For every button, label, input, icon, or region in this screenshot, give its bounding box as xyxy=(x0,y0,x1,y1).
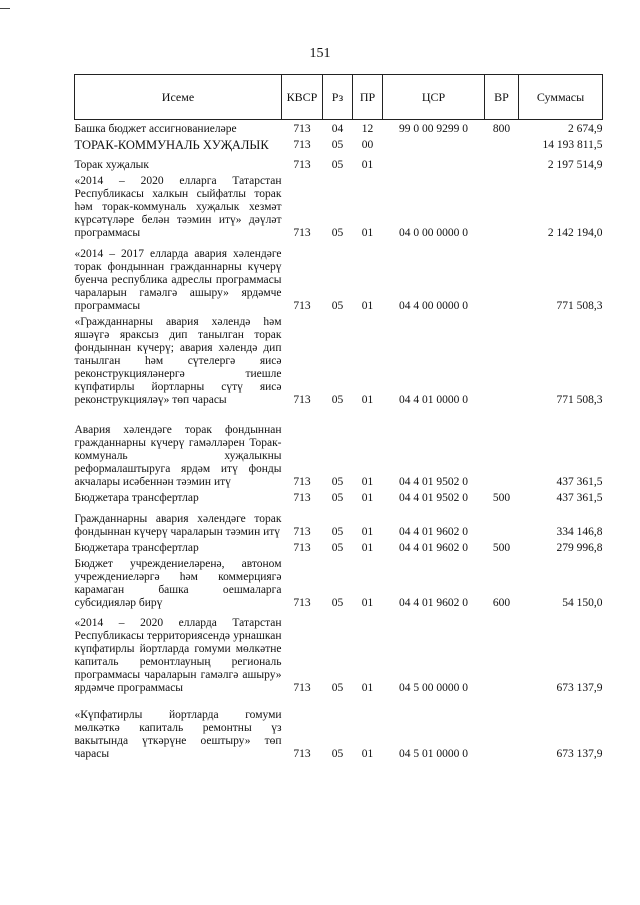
cell-csr: 04 4 01 9602 0 xyxy=(399,597,468,609)
cell-kvsr: 713 xyxy=(293,139,311,151)
cell-sum: 771 508,3 xyxy=(556,394,603,406)
cell-rz: 05 xyxy=(331,542,344,554)
cell-name: «2014 – 2020 елларда Татарстан Республикасы территориясендә урнашкан күпфатирлы йортларда гомуми мөлкәтне капиталь ремонтлауның региональ программасы чараларын гамәлгә ашыру» ярдәмче программасы xyxy=(74,617,282,694)
cell-vr xyxy=(485,136,519,152)
cell-sum: 437 361,5 xyxy=(556,492,603,504)
table-body xyxy=(75,120,603,762)
cell-name: Бюджетара трансфертлар xyxy=(74,492,199,504)
cell-rz: 04 xyxy=(331,123,344,135)
cell-pr: 12 xyxy=(361,123,374,135)
cell-name: Авария хәлендәге торак фондыннан гражданнарны күчерү гамәлләрен Торак-коммуналь хуҗалыкны реформалаштыруга ярдәм итү фонды акчалары исәбеннән тәэмин итү xyxy=(74,424,282,488)
cell-pr: 01 xyxy=(361,748,374,760)
cell-kvsr: 713 xyxy=(293,748,311,760)
header-csr: ЦСР xyxy=(383,75,485,120)
header-sum: Суммасы xyxy=(519,75,603,120)
cell-sum: 279 996,8 xyxy=(556,542,603,554)
cell-sum: 14 193 811,5 xyxy=(542,139,603,151)
cell-rz: 05 xyxy=(331,300,344,312)
cell-vr: 600 xyxy=(492,597,511,609)
cell-vr xyxy=(485,610,519,695)
cell-pr: 01 xyxy=(361,682,374,694)
page-edge-mark xyxy=(0,8,10,9)
cell-rz: 05 xyxy=(331,227,344,239)
cell-sum: 2 142 194,0 xyxy=(547,227,603,239)
cell-kvsr: 713 xyxy=(293,159,311,171)
table-row xyxy=(75,505,603,539)
header-vr: ВР xyxy=(485,75,519,120)
cell-csr: 04 4 01 0000 0 xyxy=(399,394,468,406)
cell-vr xyxy=(485,407,519,489)
cell-name: «2014 – 2020 елларга Татарстан Республикасы халкын сыйфатлы торак һәм торак-коммуналь хуҗалык хезмәт күрсәтүләре белән тәэмин итү» дәүләт программасы xyxy=(74,175,282,239)
table-row xyxy=(75,489,603,505)
cell-kvsr: 713 xyxy=(293,526,311,538)
cell-vr xyxy=(485,152,519,172)
cell-rz: 05 xyxy=(331,492,344,504)
cell-vr: 800 xyxy=(492,123,511,135)
cell-name: «Күпфатирлы йортларда гомуми мөлкәткә капиталь ремонтны үз вакытында үткәрүне оештыру» төп чарасы xyxy=(74,709,282,760)
table-row xyxy=(75,695,603,761)
cell-kvsr: 713 xyxy=(293,682,311,694)
cell-sum: 54 150,0 xyxy=(562,597,603,609)
cell-sum: 673 137,9 xyxy=(556,748,603,760)
cell-kvsr: 713 xyxy=(293,123,311,135)
cell-vr xyxy=(485,505,519,539)
cell-sum: 2 674,9 xyxy=(568,123,603,135)
cell-name: «2014 – 2017 елларда авария хәлендәге торак фондыннан гражданнарны күчерү буенча республика адреслы программасы чараларын гамәлгә ашыру» ярдәмче программасы xyxy=(74,248,282,312)
cell-rz: 05 xyxy=(331,394,344,406)
cell-csr: 04 4 00 0000 0 xyxy=(399,300,468,312)
cell-vr xyxy=(485,172,519,240)
cell-csr: 04 5 01 0000 0 xyxy=(399,748,468,760)
cell-csr: 04 4 01 9502 0 xyxy=(399,492,468,504)
table-row xyxy=(75,240,603,313)
cell-pr: 01 xyxy=(361,159,374,171)
cell-sum: 437 361,5 xyxy=(556,476,603,488)
cell-pr: 01 xyxy=(361,227,374,239)
cell-kvsr: 713 xyxy=(293,227,311,239)
cell-csr: 04 4 01 9602 0 xyxy=(399,526,468,538)
cell-kvsr: 713 xyxy=(293,394,311,406)
cell-name: Башка бюджет ассигнованиеләре xyxy=(74,123,237,135)
cell-rz: 05 xyxy=(331,597,344,609)
budget-table xyxy=(74,74,603,761)
cell-name: Гражданнарны авария хәлендәге торак фондыннан күчерү чараларын тәэмин итү xyxy=(74,513,282,538)
table-row xyxy=(75,555,603,610)
cell-sum: 673 137,9 xyxy=(556,682,603,694)
page-number: 151 xyxy=(309,46,331,61)
cell-name: ТОРАК-КОММУНАЛЬ ХУҖАЛЫК xyxy=(74,138,269,152)
cell-rz: 05 xyxy=(331,748,344,760)
cell-sum: 771 508,3 xyxy=(556,300,603,312)
cell-pr: 01 xyxy=(361,492,374,504)
cell-pr: 01 xyxy=(361,542,374,554)
table-row xyxy=(75,539,603,555)
cell-rz: 05 xyxy=(331,682,344,694)
table-row xyxy=(75,136,603,152)
cell-pr: 01 xyxy=(361,300,374,312)
cell-rz: 05 xyxy=(331,139,344,151)
cell-name: «Гражданнарны авария хәлендә һәм яшәүгә яраксыз дип танылган торак фондыннан күчерү; авария хәлендә дип танылган һәм сүтелергә яисә реконструкцияләнергә тиешле күпфатирлы йортларны сүтү яисә реконструкцияләү» төп чарасы xyxy=(74,316,282,406)
cell-kvsr: 713 xyxy=(293,492,311,504)
cell-sum: 334 146,8 xyxy=(556,526,603,538)
table-row xyxy=(75,152,603,172)
cell-rz: 05 xyxy=(331,476,344,488)
cell-kvsr: 713 xyxy=(293,597,311,609)
table-row xyxy=(75,313,603,407)
header-name: Исеме xyxy=(75,75,282,120)
cell-csr: 04 4 01 9502 0 xyxy=(399,476,468,488)
cell-csr: 04 5 00 0000 0 xyxy=(399,682,468,694)
cell-rz: 05 xyxy=(331,159,344,171)
cell-pr: 01 xyxy=(361,526,374,538)
cell-csr: 99 0 00 9299 0 xyxy=(399,123,468,135)
cell-vr xyxy=(485,313,519,407)
cell-csr xyxy=(383,152,485,172)
table-row xyxy=(75,610,603,695)
header-pr: ПР xyxy=(353,75,383,120)
header-kvsr: КВСР xyxy=(282,75,323,120)
header-rz: Рз xyxy=(323,75,353,120)
cell-csr xyxy=(383,136,485,152)
cell-vr xyxy=(485,695,519,761)
cell-kvsr: 713 xyxy=(293,476,311,488)
cell-csr: 04 0 00 0000 0 xyxy=(399,227,468,239)
cell-vr: 500 xyxy=(492,542,511,554)
cell-name: Бюджетара трансфертлар xyxy=(74,542,199,554)
cell-pr: 00 xyxy=(361,139,374,151)
cell-kvsr: 713 xyxy=(293,542,311,554)
cell-pr: 01 xyxy=(361,597,374,609)
cell-pr: 01 xyxy=(361,476,374,488)
table-row xyxy=(75,120,603,137)
cell-vr xyxy=(485,240,519,313)
table-row xyxy=(75,172,603,240)
cell-vr: 500 xyxy=(492,492,511,504)
cell-csr: 04 4 01 9602 0 xyxy=(399,542,468,554)
cell-pr: 01 xyxy=(361,394,374,406)
table-header-row xyxy=(75,75,603,120)
cell-name: Торак хуҗалык xyxy=(74,159,149,171)
cell-name: Бюджет учреждениеләренә, автоном учреждениеләргә һәм коммерциягә карамаган башка оешмаларга субсидияләр бирү xyxy=(74,558,282,609)
cell-rz: 05 xyxy=(331,526,344,538)
cell-kvsr: 713 xyxy=(293,300,311,312)
cell-sum: 2 197 514,9 xyxy=(547,159,603,171)
table-row xyxy=(75,407,603,489)
